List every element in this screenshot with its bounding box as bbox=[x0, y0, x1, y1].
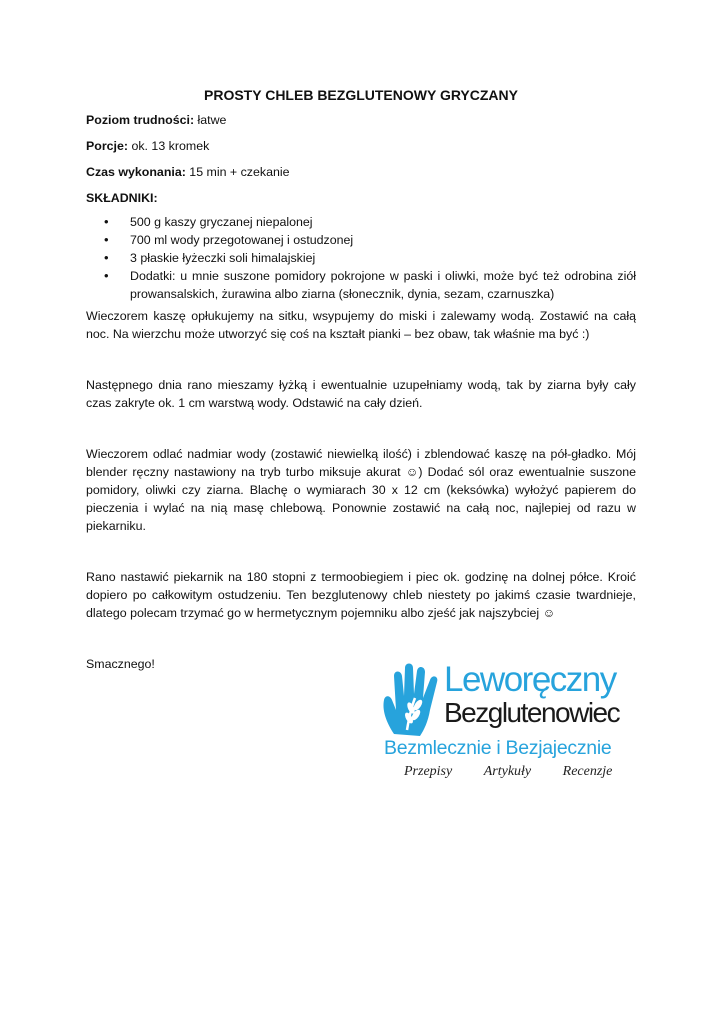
step-paragraph: Wieczorem kaszę opłukujemy na sitku, wsypujemy do miski i zalewamy wodą. Zostawić na całą noc. Na wierzchu może utworzyć się coś na kształt pianki – bez obaw, tak właśnie ma być :) bbox=[86, 309, 636, 341]
servings-label: Porcje: bbox=[86, 139, 129, 153]
time-row bbox=[86, 163, 636, 181]
ingredients-heading: SKŁADNIKI: bbox=[86, 191, 158, 205]
logo-title: Leworęczny bbox=[444, 660, 616, 699]
logo-subtitle: Bezglutenowiec bbox=[444, 697, 620, 728]
logo-nav bbox=[404, 764, 640, 780]
logo-tagline: Bezmlecznie i Bezjajecznie bbox=[384, 737, 612, 759]
difficulty-value: łatwe bbox=[194, 113, 227, 127]
step-paragraph: Następnego dnia rano mieszamy łyżką i ewentualnie uzupełniamy wodą, tak by ziarna były cały czas zakryte ok. 1 cm warstwą wody. Odstawić na cały dzień. bbox=[86, 378, 636, 410]
list-item: • 700 ml wody przegotowanej i ostudzonej bbox=[130, 231, 636, 249]
hand-wheat-icon bbox=[380, 660, 446, 738]
step-paragraph: Rano nastawić piekarnik na 180 stopni z termoobiegiem i piec ok. godzinę na dolnej półce. Kroić dopiero po całkowitym ostudzeniu. Ten bezglutenowy chleb niestety po jakimś czasie twardnieje, dlatego polecam trzymać go w hermetycznym pojemniku albo zjeść jak najszybciej ☺ bbox=[86, 570, 636, 620]
time-label: Czas wykonania: bbox=[86, 165, 186, 179]
list-item: • 500 g kaszy gryczanej niepalonej bbox=[130, 213, 636, 231]
closing-text: Smacznego! bbox=[86, 657, 155, 671]
nav-item-przepisy: Przepisy bbox=[404, 764, 453, 779]
difficulty-row bbox=[86, 111, 636, 129]
servings-value: ok. 13 kromek bbox=[128, 139, 210, 153]
difficulty-label: Poziom trudności: bbox=[86, 113, 195, 127]
list-item: • 3 płaskie łyżeczki soli himalajskiej bbox=[130, 249, 636, 267]
servings-row bbox=[86, 137, 636, 155]
step-paragraph: Wieczorem odlać nadmiar wody (zostawić niewielką ilość) i zblendować kaszę na pół-gładko. Mój blender ręczny nastawiony na tryb turbo miksuje akurat ☺) Dodać sól oraz ewentualnie suszone pomidory, oliwki czy ziarna. Blachę o wymiarach 30 x 12 cm (keksówka) wyłożyć papierem do pieczenia i wylać na nią masę chlebową. Ponownie zostawić na całą noc, najlepiej od razu w piekarniku. bbox=[86, 447, 636, 533]
list-item: • Dodatki: u mnie suszone pomidory pokrojone w paski i oliwki, może być też odrobina ziół prowansalskich, żurawina albo ziarna (słonecznik, dynia, sezam, czarnuszka) bbox=[130, 267, 636, 303]
brand-logo bbox=[378, 658, 648, 788]
recipe-document bbox=[86, 86, 636, 673]
ingredients-list bbox=[86, 213, 636, 303]
page-title: PROSTY CHLEB BEZGLUTENOWY GRYCZANY bbox=[204, 87, 518, 103]
nav-item-artykuly: Artykuły bbox=[483, 764, 532, 779]
time-value: 15 min + czekanie bbox=[185, 165, 290, 179]
nav-item-recenzje: Recenzje bbox=[562, 764, 613, 779]
